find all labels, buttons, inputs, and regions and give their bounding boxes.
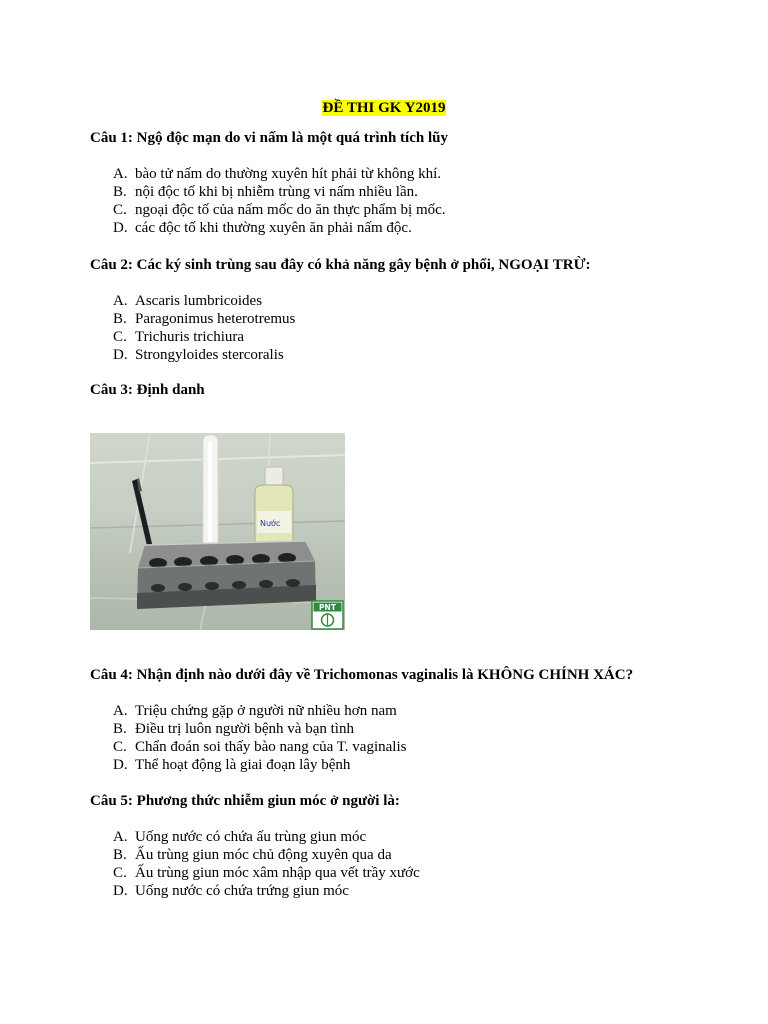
option-letter: A. [113, 166, 128, 182]
logo-text: PNT [319, 603, 336, 612]
option-letter: C. [113, 202, 127, 218]
question-4 [90, 666, 710, 774]
option-c [90, 864, 710, 882]
option-a [90, 292, 710, 310]
option-d [90, 756, 710, 774]
option-b [90, 846, 710, 864]
option-letter: C. [113, 739, 127, 755]
option-a [90, 165, 710, 183]
question-5 [90, 792, 710, 900]
option-letter: A. [113, 703, 128, 719]
option-text: Triệu chứng gặp ở người nữ nhiều hơn nam [135, 703, 397, 719]
option-letter: C. [113, 865, 127, 881]
option-text: nội độc tố khi bị nhiễm trùng vi nấm nhiều lần. [135, 184, 418, 200]
pnt-logo-icon [312, 601, 343, 629]
option-text: Uống nước có chứa trứng giun móc [135, 883, 349, 899]
option-d [90, 219, 710, 237]
option-letter: B. [113, 184, 127, 200]
option-text: Ascaris lumbricoides [135, 293, 263, 309]
option-text: Paragonimus heterotremus [135, 311, 296, 327]
option-list [90, 292, 710, 364]
option-text: Ấu trùng giun móc chủ động xuyên qua da [135, 847, 392, 863]
option-letter: B. [113, 721, 127, 737]
bottle-label: Nước [260, 519, 281, 528]
option-a [90, 702, 710, 720]
option-list [90, 828, 710, 900]
option-letter: D. [113, 757, 128, 773]
option-b [90, 310, 710, 328]
option-letter: D. [113, 883, 128, 899]
option-letter: D. [113, 347, 128, 363]
option-a [90, 828, 710, 846]
option-list [90, 702, 710, 774]
exam-title-text: ĐỀ THI GK Y2019 [322, 100, 446, 116]
specimen-photo-illustration [90, 433, 345, 630]
option-c [90, 738, 710, 756]
option-text: Thể hoạt động là giai đoạn lây bệnh [135, 757, 351, 773]
question-label: Câu 4: Nhận định nào dưới đây về Trichomonas vaginalis là KHÔNG CHÍNH XÁC? [90, 667, 634, 683]
question-1 [90, 129, 710, 237]
option-text: ngoại độc tố của nấm mốc do ăn thực phẩm bị mốc. [135, 202, 446, 218]
option-text: Uống nước có chứa ấu trùng giun móc [135, 829, 367, 845]
option-text: Điều trị luôn người bệnh và bạn tình [135, 721, 354, 737]
option-b [90, 183, 710, 201]
option-text: Ấu trùng giun móc xâm nhập qua vết trầy xước [135, 865, 420, 881]
question-2 [90, 256, 710, 364]
option-d [90, 346, 710, 364]
option-c [90, 328, 710, 346]
question-3 [90, 381, 710, 399]
option-c [90, 201, 710, 219]
specimen-photo [90, 433, 345, 630]
question-label: Câu 1: Ngộ độc mạn do vi nấm là một quá trình tích lũy [90, 130, 448, 146]
option-b [90, 720, 710, 738]
option-text: Chẩn đoán soi thấy bào nang của T. vaginalis [135, 739, 407, 755]
option-text: Trichuris trichiura [135, 329, 245, 345]
question-label: Câu 3: Định danh [90, 382, 205, 398]
option-letter: B. [113, 311, 127, 327]
option-letter: C. [113, 329, 127, 345]
option-letter: A. [113, 829, 128, 845]
option-d [90, 882, 710, 900]
exam-title [0, 94, 768, 117]
option-list [90, 165, 710, 237]
option-text: các độc tố khi thường xuyên ăn phải nấm độc. [135, 220, 412, 236]
option-letter: A. [113, 293, 128, 309]
option-text: Strongyloides stercoralis [135, 347, 284, 363]
option-text: bào tử nấm do thường xuyên hít phải từ không khí. [135, 166, 442, 182]
question-label: Câu 5: Phương thức nhiễm giun móc ở người là: [90, 793, 400, 809]
question-label: Câu 2: Các ký sinh trùng sau đây có khả năng gây bệnh ở phổi, NGOẠI TRỪ: [90, 257, 591, 273]
option-letter: B. [113, 847, 127, 863]
tube-rack-icon [137, 541, 316, 609]
option-letter: D. [113, 220, 128, 236]
swab-stick-icon [203, 435, 218, 555]
